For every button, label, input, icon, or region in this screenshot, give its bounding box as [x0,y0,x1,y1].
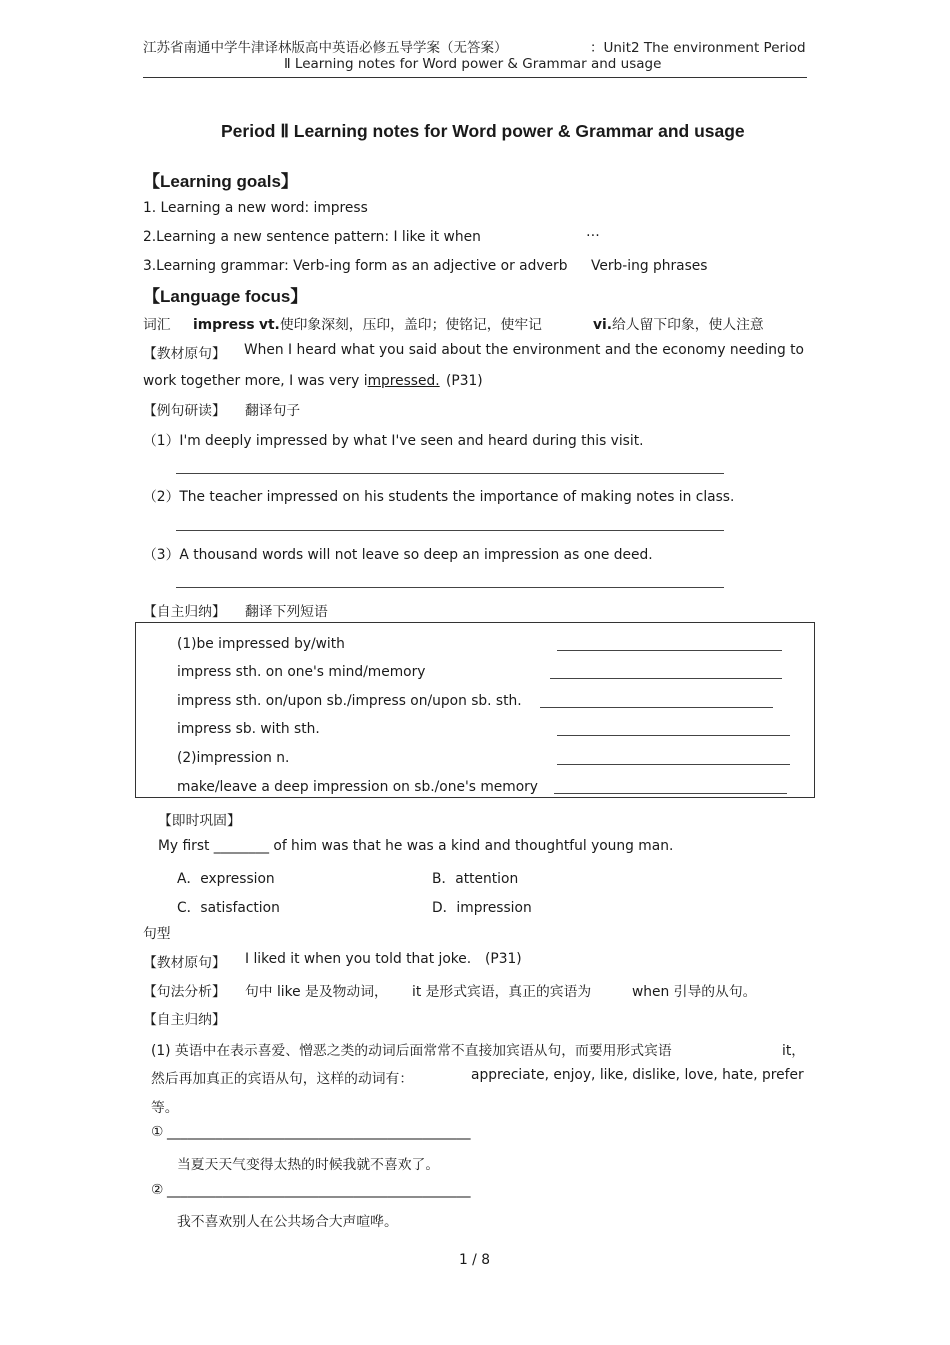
phrase-blank[interactable] [557,650,782,651]
pattern-source-ref: (P31) [485,951,522,967]
phrase-blank[interactable] [557,764,790,765]
phrase-item: impress sth. on one's mind/memory [177,664,426,680]
vocab-label: 词汇 [143,317,171,333]
phrase-item: impress sb. with sth. [177,721,320,737]
answer-blank[interactable] [176,530,724,531]
exercise-blank[interactable]: ____________________________________________ [167,1124,471,1140]
source-ref: (P31) [446,373,483,389]
analysis-text-c: when 引导的从句。 [632,984,757,1000]
pattern-label: 句型 [143,926,171,942]
option-d[interactable]: D．impression [432,900,532,916]
pattern-source-text: I liked it when you told that joke. [245,951,472,967]
exercise-number: ① [151,1124,164,1140]
goal-ellipsis: … [586,224,600,240]
vocab-meaning-vi: 给人留下印象，使人注意 [611,317,764,333]
source-text-2b: mpressed. [367,373,440,389]
option-c[interactable]: C．satisfaction [177,900,280,916]
goals-heading: 【Learning goals】 [143,172,298,191]
study-instruction: 翻译句子 [245,403,301,419]
phrase-blank[interactable] [540,707,773,708]
pattern-summary-label: 【自主归纳】 [143,1012,226,1028]
vocab-word: impress [193,317,255,333]
analysis-text-a: 句中 like 是及物动词， [245,984,388,1000]
header-line2: Ⅱ Learning notes for Word power & Grammar and usage [284,56,662,72]
pattern-source-label: 【教材原句】 [143,955,226,971]
example-sentence: （3）A thousand words will not leave so deep an impression as one deed. [143,547,653,563]
phrase-item: impress sth. on/upon sb./impress on/upon sb. sth. [177,693,522,709]
practice-question: My first ________ of him was that he was a kind and thoughtful young man. [158,838,674,854]
exercise-blank[interactable]: ____________________________________________ [167,1182,471,1198]
goal-item: 1. Learning a new word: impress [143,200,368,216]
goal-verb-ing: Verb-ing phrases [591,258,708,274]
analysis-text-b: it 是形式宾语，真正的宾语为 [412,984,592,1000]
answer-blank[interactable] [176,473,724,474]
header-rule [143,77,807,78]
example-sentence: （1）I'm deeply impressed by what I've seen and heard during this visit. [143,433,644,449]
phrase-item: make/leave a deep impression on sb./one's memory [177,779,538,795]
source-text-cont [143,373,440,389]
rule-line1: (1) 英语中在表示喜爱、憎恶之类的动词后面常常不直接加宾语从句，而要用形式宾语 [151,1043,672,1059]
source-text: When I heard what you said about the environment and the economy needing to [244,342,804,358]
analysis-label: 【句法分析】 [143,984,226,1000]
rule-line2: 然后再加真正的宾语从句，这样的动词有： [151,1071,414,1087]
rule-line3: 等。 [151,1100,179,1116]
phrase-blank[interactable] [554,793,787,794]
example-sentence: （2）The teacher impressed on his students the importance of making notes in class. [143,489,735,505]
option-b[interactable]: B．attention [432,871,519,887]
focus-heading: 【Language focus】 [143,287,308,306]
source-text-2a: work together more, I was very i [143,373,368,389]
study-label: 【例句研读】 [143,403,226,419]
rule-line2-verbs: appreciate, enjoy, like, dislike, love, hate, prefer [471,1067,804,1083]
option-a[interactable]: A．expression [177,871,275,887]
phrase-item: (2)impression n. [177,750,290,766]
exercise-number: ② [151,1182,164,1198]
vocab-entry-vi [593,313,764,333]
phrase-blank[interactable] [550,678,782,679]
page-title: Period Ⅱ Learning notes for Word power & Grammar and usage [221,121,745,141]
header-left: 江苏省南通中学牛津译林版高中英语必修五导学案（无答案） [143,40,508,56]
phrase-blank[interactable] [557,735,790,736]
summary-instruction: 翻译下列短语 [245,604,328,620]
vocab-pos-vt: vt. [258,317,280,333]
vocab-meaning-vt: 使印象深刻，压印，盖印；使铭记，使牢记 [279,317,542,333]
phrase-item: (1)be impressed by/with [177,636,345,652]
page-number: 1 / 8 [459,1252,490,1268]
answer-blank[interactable] [176,587,724,588]
goal-item: 2.Learning a new sentence pattern: I like it when [143,229,481,245]
vocab-entry [193,313,542,333]
rule-line1-it: it， [782,1043,806,1059]
vocab-pos-vi: vi. [593,317,612,333]
goal-item: 3.Learning grammar: Verb-ing form as an adjective or adverb [143,258,568,274]
summary-label: 【自主归纳】 [143,604,226,620]
exercise-text: 我不喜欢别人在公共场合大声喧哗。 [177,1214,398,1230]
exercise-text: 当夏天天气变得太热的时候我就不喜欢了。 [177,1157,440,1173]
source-label: 【教材原句】 [143,346,226,362]
practice-label: 【即时巩固】 [158,813,241,829]
header-right: ：Unit2 The environment Period [590,40,806,56]
